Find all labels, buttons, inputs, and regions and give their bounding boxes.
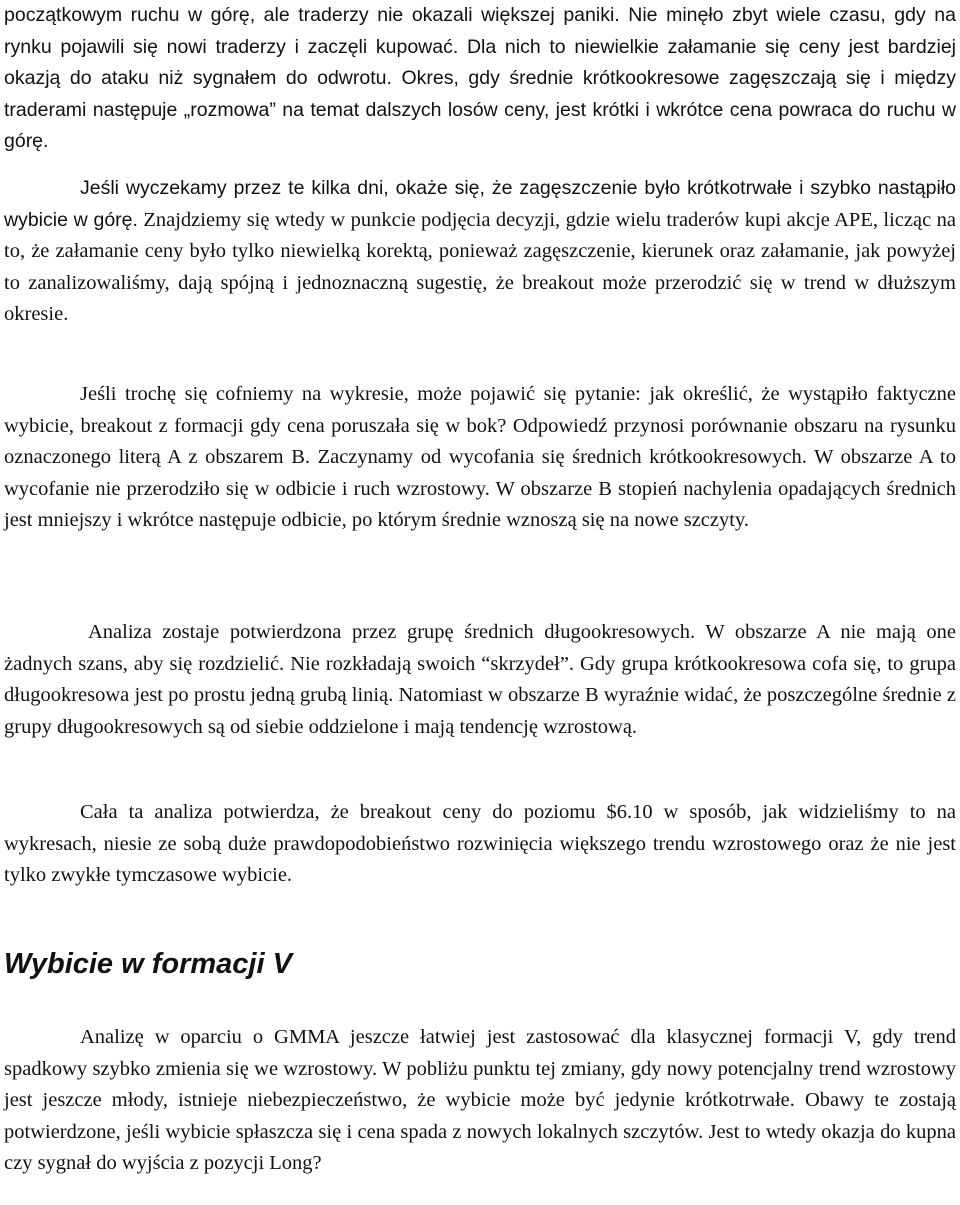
paragraph-2-serif-part: Znajdziemy się wtedy w punkcie podjęcia decyzji, gdzie wielu traderów kupi akcje APE, licząc na to, że załamanie ceny było tylko niewielką korektą, ponieważ zagęszczenie, kierunek oraz załamanie, jak powyżej to zanalizowaliśmy, dają spójną i jednoznaczną sugestię, że breakout może przerodzić się w trend w dłuższym okresie. xyxy=(4,208,956,325)
section-heading: Wybicie w formacji V xyxy=(4,948,292,980)
paragraph-2-sans-part: Jeśli wyczekamy przez te kilka dni, okaże się, że zagęszczenie było krótkotrwałe i szybko nastąpiło wybicie w górę. xyxy=(4,177,956,231)
paragraph-4: Analiza zostaje potwierdzona przez grupę średnich długookresowych. W obszarze A nie mają one żadnych szans, aby się rozdzielić. Nie rozkładają swoich “skrzydeł”. Gdy grupa krótkookresowa cofa się, to grupa długookresowa jest po prostu jedną grubą linią. Natomiast w obszarze B wyraźnie widać, że poszczególne średnie z grupy długookresowych są od siebie oddzielone i mają tendencję wzrostową. xyxy=(4,621,956,738)
paragraph-1: początkowym ruchu w górę, ale traderzy nie okazali większej paniki. Nie minęło zbyt wiele czasu, gdy na rynku pojawili się nowi traderzy i zaczęli kupować. Dla nich to niewielkie załamanie się ceny jest bardziej okazją do ataku niż sygnałem do odwrotu. Okres, gdy średnie krótkookresowe zagęszczają się i między traderami następuje „rozmowa” na temat dalszych losów ceny, jest krótki i wkrótce cena powraca do ruchu w górę. xyxy=(4,4,956,152)
paragraph-5: Cała ta analiza potwierdza, że breakout ceny do poziomu $6.10 w sposób, jak widzieliśmy to na wykresach, niesie ze sobą duże prawdopodobieństwo rozwinięcia większego trendu wzrostowego oraz że nie jest tylko zwykłe tymczasowe wybicie. xyxy=(4,801,956,886)
paragraph-6: Analizę w oparciu o GMMA jeszcze łatwiej jest zastosować dla klasycznej formacji V, gdy trend spadkowy szybko zmienia się we wzrostowy. W pobliżu punktu tej zmiany, gdy nowy potencjalny trend wzrostowy jest jeszcze młody, istnieje niebezpieczeństwo, że wybicie może być jedynie krótkotrwałe. Obawy te zostają potwierdzone, jeśli wybicie spłaszcza się i cena spada z nowych lokalnych szczytów. Jest to wtedy okazja do kupna czy sygnał do wyjścia z pozycji Long? xyxy=(4,1026,956,1174)
paragraph-3: Jeśli trochę się cofniemy na wykresie, może pojawić się pytanie: jak określić, że wystąpiło faktyczne wybicie, breakout z formacji gdy cena poruszała się w bok? Odpowiedź przynosi porównanie obszaru na rysunku oznaczonego literą A z obszarem B. Zaczynamy od wycofania się średnich krótkookresowych. W obszarze A to wycofanie nie przerodziło się w odbicie i ruch wzrostowy. W obszarze B stopień nachylenia opadających średnich jest mniejszy i wkrótce następuje odbicie, po którym średnie wznoszą się na nowe szczyty. xyxy=(4,383,956,531)
paragraph-2 xyxy=(4,173,956,331)
